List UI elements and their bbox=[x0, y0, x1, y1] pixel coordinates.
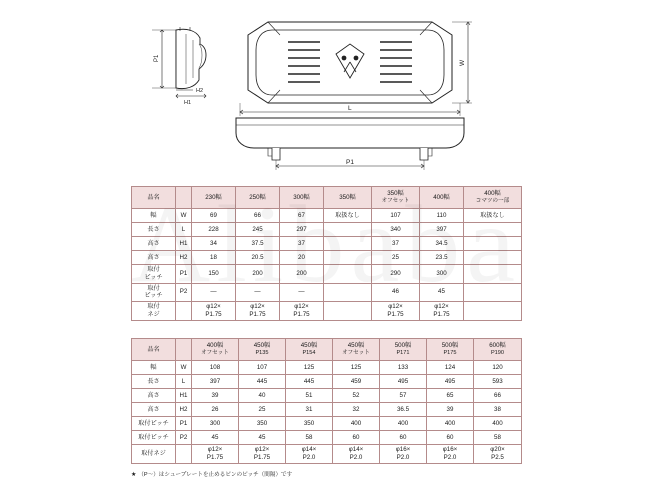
table1-header-cell-4 bbox=[280, 187, 324, 209]
cell-value: 37 bbox=[280, 237, 324, 251]
row-symbol: H2 bbox=[176, 403, 192, 417]
cell-value: φ14× P2.0 bbox=[286, 445, 333, 464]
footnote-star-icon: ★ bbox=[131, 471, 137, 478]
cell-value: 124 bbox=[427, 361, 474, 375]
cell-value: φ12× P1.75 bbox=[420, 302, 464, 321]
row-label: 高さ bbox=[132, 237, 176, 251]
cell-value: 66 bbox=[474, 389, 522, 403]
cell-value: 445 bbox=[286, 375, 333, 389]
cell-value: 25 bbox=[372, 251, 420, 265]
table1-h6-main: 350幅 bbox=[387, 190, 404, 198]
cell-value bbox=[324, 302, 372, 321]
table1-h3-main: 250幅 bbox=[249, 193, 266, 201]
cell-value: 120 bbox=[474, 361, 522, 375]
table2-header-cell-3 bbox=[239, 339, 286, 361]
cell-value: 593 bbox=[474, 375, 522, 389]
table2-header-cell-7 bbox=[427, 339, 474, 361]
dim-front-p1: P1 bbox=[346, 159, 354, 166]
cell-value bbox=[324, 283, 372, 302]
table2-h5-sub: オフセット bbox=[342, 349, 370, 356]
row-label: 幅 bbox=[132, 361, 176, 375]
table-row bbox=[132, 445, 522, 464]
cell-value bbox=[464, 223, 522, 237]
cell-value: 495 bbox=[427, 375, 474, 389]
row-label: 取付 ピッチ bbox=[132, 265, 176, 284]
table2-header-cell-4 bbox=[286, 339, 333, 361]
table1-header-row bbox=[132, 187, 522, 209]
cell-value: 取扱なし bbox=[324, 209, 372, 223]
cell-value: 297 bbox=[280, 223, 324, 237]
table1-header-cell-7 bbox=[420, 187, 464, 209]
cell-value: 400 bbox=[380, 417, 427, 431]
table2-header-cell-6 bbox=[380, 339, 427, 361]
table-row bbox=[132, 237, 522, 251]
row-label: 高さ bbox=[132, 389, 176, 403]
table-row bbox=[132, 375, 522, 389]
table2-h4-sub: P154 bbox=[302, 349, 316, 356]
cell-value bbox=[324, 251, 372, 265]
cell-value bbox=[464, 302, 522, 321]
cell-value: 445 bbox=[239, 375, 286, 389]
cell-value: φ12× P1.75 bbox=[280, 302, 324, 321]
table2-header-row bbox=[132, 339, 522, 361]
cell-value: 400 bbox=[333, 417, 380, 431]
cell-value: 34.5 bbox=[420, 237, 464, 251]
cell-value bbox=[324, 265, 372, 284]
cell-value: φ20× P2.5 bbox=[474, 445, 522, 464]
table-row bbox=[132, 251, 522, 265]
cell-value: φ12× P1.75 bbox=[192, 302, 236, 321]
table-row bbox=[132, 223, 522, 237]
cell-value: 51 bbox=[286, 389, 333, 403]
cell-value: 57 bbox=[380, 389, 427, 403]
table2-header-cell-5 bbox=[333, 339, 380, 361]
row-symbol bbox=[176, 302, 192, 321]
table1-h7-main: 400幅 bbox=[433, 193, 450, 201]
cell-value: — bbox=[236, 283, 280, 302]
table2-h3-main: 450幅 bbox=[253, 342, 271, 350]
cell-value: 125 bbox=[333, 361, 380, 375]
table1-header-cell-0 bbox=[132, 187, 176, 209]
table1-header-cell-5 bbox=[324, 187, 372, 209]
cell-value: 300 bbox=[420, 265, 464, 284]
table1-body bbox=[132, 209, 522, 321]
cell-value: 200 bbox=[280, 265, 324, 284]
cell-value: 400 bbox=[474, 417, 522, 431]
cell-value: φ16× P2.0 bbox=[380, 445, 427, 464]
cell-value: 400 bbox=[427, 417, 474, 431]
cell-value: 45 bbox=[239, 431, 286, 445]
cell-value bbox=[464, 237, 522, 251]
cell-value: 397 bbox=[420, 223, 464, 237]
cell-value: φ12× P1.75 bbox=[236, 302, 280, 321]
cell-value: 39 bbox=[192, 389, 239, 403]
cell-value: 495 bbox=[380, 375, 427, 389]
table1-h0-main: 品名 bbox=[147, 193, 160, 201]
row-label: 長さ bbox=[132, 375, 176, 389]
cell-value: 125 bbox=[286, 361, 333, 375]
row-label: 長さ bbox=[132, 223, 176, 237]
cell-value: 66 bbox=[236, 209, 280, 223]
table2-h0-main: 品名 bbox=[147, 345, 160, 353]
cell-value: 26 bbox=[192, 403, 239, 417]
table1-header-cell-2 bbox=[192, 187, 236, 209]
dim-top-w: W bbox=[459, 59, 466, 66]
cell-value: φ14× P2.0 bbox=[333, 445, 380, 464]
cell-value: 40 bbox=[239, 389, 286, 403]
table2-h2-main: 400幅 bbox=[206, 342, 224, 350]
cell-value bbox=[464, 251, 522, 265]
cell-value: 18 bbox=[192, 251, 236, 265]
cell-value: 300 bbox=[192, 417, 239, 431]
top-view bbox=[240, 22, 472, 116]
cell-value: 350 bbox=[239, 417, 286, 431]
table2-header-cell-2 bbox=[192, 339, 239, 361]
cell-value: 46 bbox=[372, 283, 420, 302]
table1-h6-sub: オフセット bbox=[381, 197, 410, 204]
row-symbol: W bbox=[176, 361, 192, 375]
table2-h2-sub: オフセット bbox=[201, 349, 229, 356]
cell-value bbox=[464, 283, 522, 302]
front-view bbox=[236, 118, 464, 170]
row-symbol: L bbox=[176, 223, 192, 237]
row-symbol: H1 bbox=[176, 237, 192, 251]
cell-value: 20 bbox=[280, 251, 324, 265]
table2-h4-main: 450幅 bbox=[300, 342, 318, 350]
table1-header-cell-8 bbox=[464, 187, 522, 209]
table-row bbox=[132, 265, 522, 284]
cell-value: 245 bbox=[236, 223, 280, 237]
cell-value bbox=[464, 265, 522, 284]
cell-value: 60 bbox=[427, 431, 474, 445]
cell-value: φ16× P2.0 bbox=[427, 445, 474, 464]
row-symbol: P1 bbox=[176, 417, 192, 431]
table-row bbox=[132, 302, 522, 321]
technical-drawing bbox=[0, 0, 652, 180]
cell-value: 108 bbox=[192, 361, 239, 375]
cell-value: — bbox=[280, 283, 324, 302]
cell-value: — bbox=[192, 283, 236, 302]
cell-value: 32 bbox=[333, 403, 380, 417]
table2-header-cell-0 bbox=[132, 339, 176, 361]
cell-value: 340 bbox=[372, 223, 420, 237]
table2-h8-sub: P190 bbox=[490, 349, 505, 356]
row-label: 高さ bbox=[132, 251, 176, 265]
cell-value: 397 bbox=[192, 375, 239, 389]
cell-value: 200 bbox=[236, 265, 280, 284]
table-row bbox=[132, 209, 522, 223]
cell-value bbox=[324, 237, 372, 251]
cell-value: 150 bbox=[192, 265, 236, 284]
spec-table-2-wrapper bbox=[131, 338, 521, 464]
table2-h6-main: 500幅 bbox=[394, 342, 412, 350]
table-row bbox=[132, 389, 522, 403]
table-row bbox=[132, 361, 522, 375]
cell-value: 23.5 bbox=[420, 251, 464, 265]
spec-table-2 bbox=[131, 338, 522, 464]
cell-value: 133 bbox=[380, 361, 427, 375]
row-label: 幅 bbox=[132, 209, 176, 223]
table1-h4-main: 300幅 bbox=[293, 193, 310, 201]
dim-top-l: L bbox=[348, 105, 352, 112]
cell-value: 38 bbox=[474, 403, 522, 417]
dim-side-h1: H1 bbox=[184, 100, 192, 106]
cell-value: 36.5 bbox=[380, 403, 427, 417]
table2-header-cell-1 bbox=[176, 339, 192, 361]
table2-h3-sub: P135 bbox=[255, 349, 269, 356]
table2-h6-sub: P171 bbox=[396, 349, 410, 356]
row-symbol: P1 bbox=[176, 265, 192, 284]
drawing-svg bbox=[0, 0, 652, 180]
table1-header-cell-6 bbox=[372, 187, 420, 209]
cell-value: 52 bbox=[333, 389, 380, 403]
cell-value: 20.5 bbox=[236, 251, 280, 265]
cell-value: 350 bbox=[286, 417, 333, 431]
table1-h2-main: 230幅 bbox=[205, 193, 222, 201]
table1-header-cell-1 bbox=[176, 187, 192, 209]
cell-value: 69 bbox=[192, 209, 236, 223]
table-row bbox=[132, 283, 522, 302]
table1-h8-sub: コマツの一部 bbox=[475, 197, 510, 204]
row-label: 取付ネジ bbox=[132, 445, 176, 464]
dim-side-h2: H2 bbox=[196, 88, 204, 94]
footnote-text: （P〜）はシュープレートを止めるピンのピッチ（間隔）です bbox=[138, 472, 293, 478]
row-symbol: H2 bbox=[176, 251, 192, 265]
cell-value: 290 bbox=[372, 265, 420, 284]
table1-h8-main: 400幅 bbox=[484, 190, 501, 198]
row-symbol bbox=[176, 445, 192, 464]
cell-value: 58 bbox=[474, 431, 522, 445]
table-row bbox=[132, 431, 522, 445]
cell-value: 459 bbox=[333, 375, 380, 389]
cell-value: 107 bbox=[372, 209, 420, 223]
row-symbol: W bbox=[176, 209, 192, 223]
spec-table-1-wrapper bbox=[131, 186, 521, 321]
table-row bbox=[132, 403, 522, 417]
cell-value: 37.5 bbox=[236, 237, 280, 251]
table2-h7-main: 500幅 bbox=[441, 342, 459, 350]
cell-value: 45 bbox=[192, 431, 239, 445]
cell-value: 31 bbox=[286, 403, 333, 417]
row-label: 取付ピッチ bbox=[132, 431, 176, 445]
row-label: 高さ bbox=[132, 403, 176, 417]
cell-value: φ12× P1.75 bbox=[239, 445, 286, 464]
cell-value bbox=[324, 223, 372, 237]
table2-body bbox=[132, 361, 522, 464]
row-symbol: H1 bbox=[176, 389, 192, 403]
side-view bbox=[152, 27, 206, 106]
row-symbol: P2 bbox=[176, 283, 192, 302]
footnote bbox=[131, 470, 292, 478]
cell-value: 37 bbox=[372, 237, 420, 251]
row-label: 取付 ネジ bbox=[132, 302, 176, 321]
cell-value: 25 bbox=[239, 403, 286, 417]
cell-value: 228 bbox=[192, 223, 236, 237]
table2-h8-main: 600幅 bbox=[489, 342, 506, 350]
cell-value: 60 bbox=[333, 431, 380, 445]
cell-value: 60 bbox=[380, 431, 427, 445]
cell-value: 取扱なし bbox=[464, 209, 522, 223]
table2-h5-main: 450幅 bbox=[347, 342, 365, 350]
row-label: 取付ピッチ bbox=[132, 417, 176, 431]
table1-header-cell-3 bbox=[236, 187, 280, 209]
row-label: 取付 ピッチ bbox=[132, 283, 176, 302]
cell-value: 58 bbox=[286, 431, 333, 445]
table1-h5-main: 350幅 bbox=[339, 193, 356, 201]
table2-h7-sub: P175 bbox=[443, 349, 457, 356]
cell-value: 34 bbox=[192, 237, 236, 251]
cell-value: 65 bbox=[427, 389, 474, 403]
spec-table-1 bbox=[131, 186, 522, 321]
cell-value: 107 bbox=[239, 361, 286, 375]
cell-value: 110 bbox=[420, 209, 464, 223]
row-symbol: L bbox=[176, 375, 192, 389]
cell-value: φ12× P1.75 bbox=[192, 445, 239, 464]
table2-header-cell-8 bbox=[474, 339, 522, 361]
cell-value: φ12× P1.75 bbox=[372, 302, 420, 321]
cell-value: 39 bbox=[427, 403, 474, 417]
cell-value: 45 bbox=[420, 283, 464, 302]
cell-value: 67 bbox=[280, 209, 324, 223]
dim-side-p1: P1 bbox=[154, 54, 160, 62]
row-symbol: P2 bbox=[176, 431, 192, 445]
table-row bbox=[132, 417, 522, 431]
